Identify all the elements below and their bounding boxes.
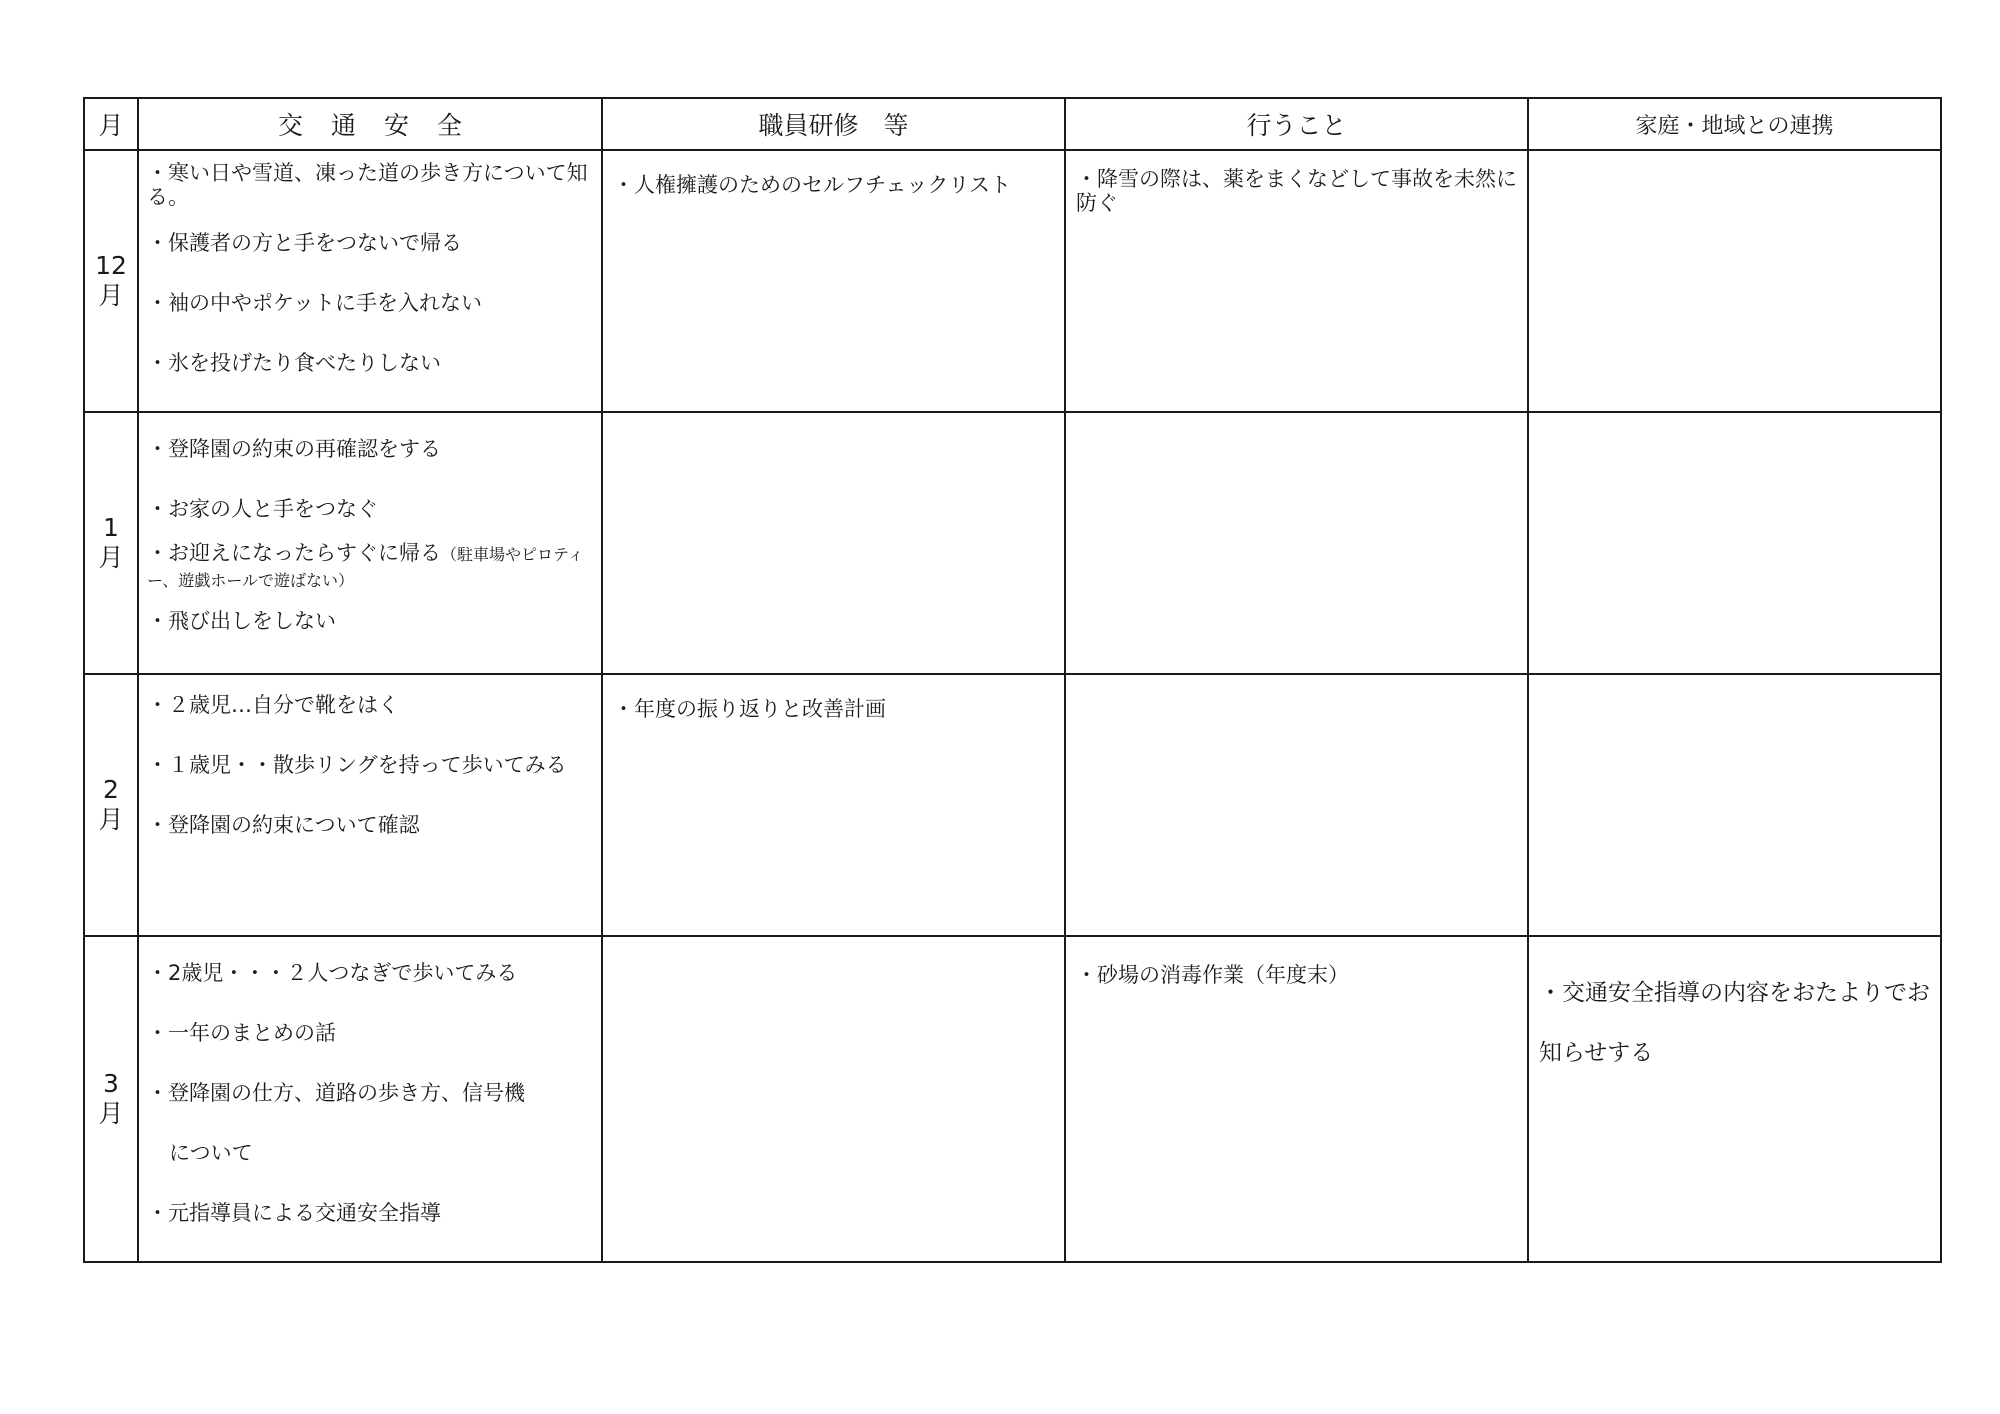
traffic-safety-cell xyxy=(138,150,602,412)
actions-text xyxy=(1066,675,1527,691)
month-cell-january xyxy=(84,412,138,674)
traffic-safety-list xyxy=(139,151,601,375)
actions-cell xyxy=(1065,412,1528,674)
traffic-safety-list xyxy=(139,675,601,837)
actions-cell xyxy=(1065,150,1528,412)
header-month: 月 xyxy=(84,98,138,150)
family-community-cell xyxy=(1528,150,1941,412)
table-row xyxy=(84,412,1941,674)
header-traffic-safety: 交通安全 xyxy=(138,98,602,150)
list-item: ・2歳児・・・２人つなぎで歩いてみる xyxy=(147,961,518,985)
traffic-safety-list xyxy=(139,937,601,1225)
staff-training-cell xyxy=(602,150,1065,412)
list-item-text: ・お迎えになったらすぐに帰る xyxy=(147,541,441,565)
header-staff-training: 職員研修 等 xyxy=(602,98,1065,150)
family-community-cell xyxy=(1528,412,1941,674)
list-item: ・登降園の仕方、道路の歩き方、信号機 xyxy=(147,1081,525,1105)
safety-plan-table xyxy=(83,97,1942,1263)
staff-training-cell xyxy=(602,674,1065,936)
list-item: ・お家の人と手をつなぐ xyxy=(147,497,378,521)
staff-training-text: ・年度の振り返りと改善計画 xyxy=(613,697,886,721)
month-cell-march xyxy=(84,936,138,1262)
staff-training-text: ・人権擁護のためのセルフチェックリスト xyxy=(613,173,1011,197)
month-number: 3 xyxy=(103,1069,119,1098)
actions-cell xyxy=(1065,936,1528,1262)
family-community-text xyxy=(1529,413,1940,429)
month-unit: 月 xyxy=(98,805,124,834)
header-actions: 行うこと xyxy=(1065,98,1528,150)
month-number: 1 xyxy=(103,513,119,542)
month-unit: 月 xyxy=(98,1099,124,1128)
staff-training-cell xyxy=(602,936,1065,1262)
family-community-text: ・交通安全指導の内容をおたよりでお知らせする xyxy=(1539,980,1930,1066)
list-item: ・飛び出しをしない xyxy=(147,609,336,633)
staff-training-text xyxy=(603,413,1064,429)
header-row xyxy=(84,98,1941,150)
list-item: について xyxy=(169,1141,253,1165)
actions-text xyxy=(1066,413,1527,429)
list-item: ・登降園の約束の再確認をする xyxy=(147,437,441,461)
table-row xyxy=(84,936,1941,1262)
traffic-safety-cell xyxy=(138,674,602,936)
list-item: ・１歳児・・散歩リングを持って歩いてみる xyxy=(147,753,567,777)
month-cell-december xyxy=(84,150,138,412)
list-item: ・袖の中やポケットに手を入れない xyxy=(147,291,482,315)
list-item-note: （駐車場やピロティー、遊戯ホールで遊ばない） xyxy=(147,545,584,590)
traffic-safety-cell xyxy=(138,936,602,1262)
actions-cell xyxy=(1065,674,1528,936)
list-item xyxy=(147,541,595,593)
list-item: ・登降園の約束について確認 xyxy=(147,813,420,837)
staff-training-text xyxy=(603,937,1064,953)
actions-text: ・降雪の際は、薬をまくなどして事故を未然に防ぐ xyxy=(1076,167,1517,215)
table-row xyxy=(84,150,1941,412)
table-row xyxy=(84,674,1941,936)
list-item: ・保護者の方と手をつないで帰る xyxy=(147,231,462,255)
list-item: ・２歳児…自分で靴をはく xyxy=(147,693,399,717)
month-number: 12 xyxy=(95,251,127,280)
list-item: ・一年のまとめの話 xyxy=(147,1021,336,1045)
family-community-cell xyxy=(1528,674,1941,936)
list-item: ・寒い日や雪道、凍った道の歩き方について知る。 xyxy=(147,161,588,209)
family-community-cell xyxy=(1528,936,1941,1262)
traffic-safety-list xyxy=(139,413,601,633)
list-item: ・氷を投げたり食べたりしない xyxy=(147,351,441,375)
family-community-text xyxy=(1529,151,1940,167)
month-number: 2 xyxy=(103,775,119,804)
month-unit: 月 xyxy=(98,281,124,310)
actions-text: ・砂場の消毒作業（年度末） xyxy=(1076,963,1349,987)
header-family-community: 家庭・地域との連携 xyxy=(1528,98,1941,150)
list-item: ・元指導員による交通安全指導 xyxy=(147,1201,441,1225)
month-cell-february xyxy=(84,674,138,936)
family-community-text xyxy=(1529,675,1940,691)
month-unit: 月 xyxy=(98,543,124,572)
traffic-safety-cell xyxy=(138,412,602,674)
staff-training-cell xyxy=(602,412,1065,674)
